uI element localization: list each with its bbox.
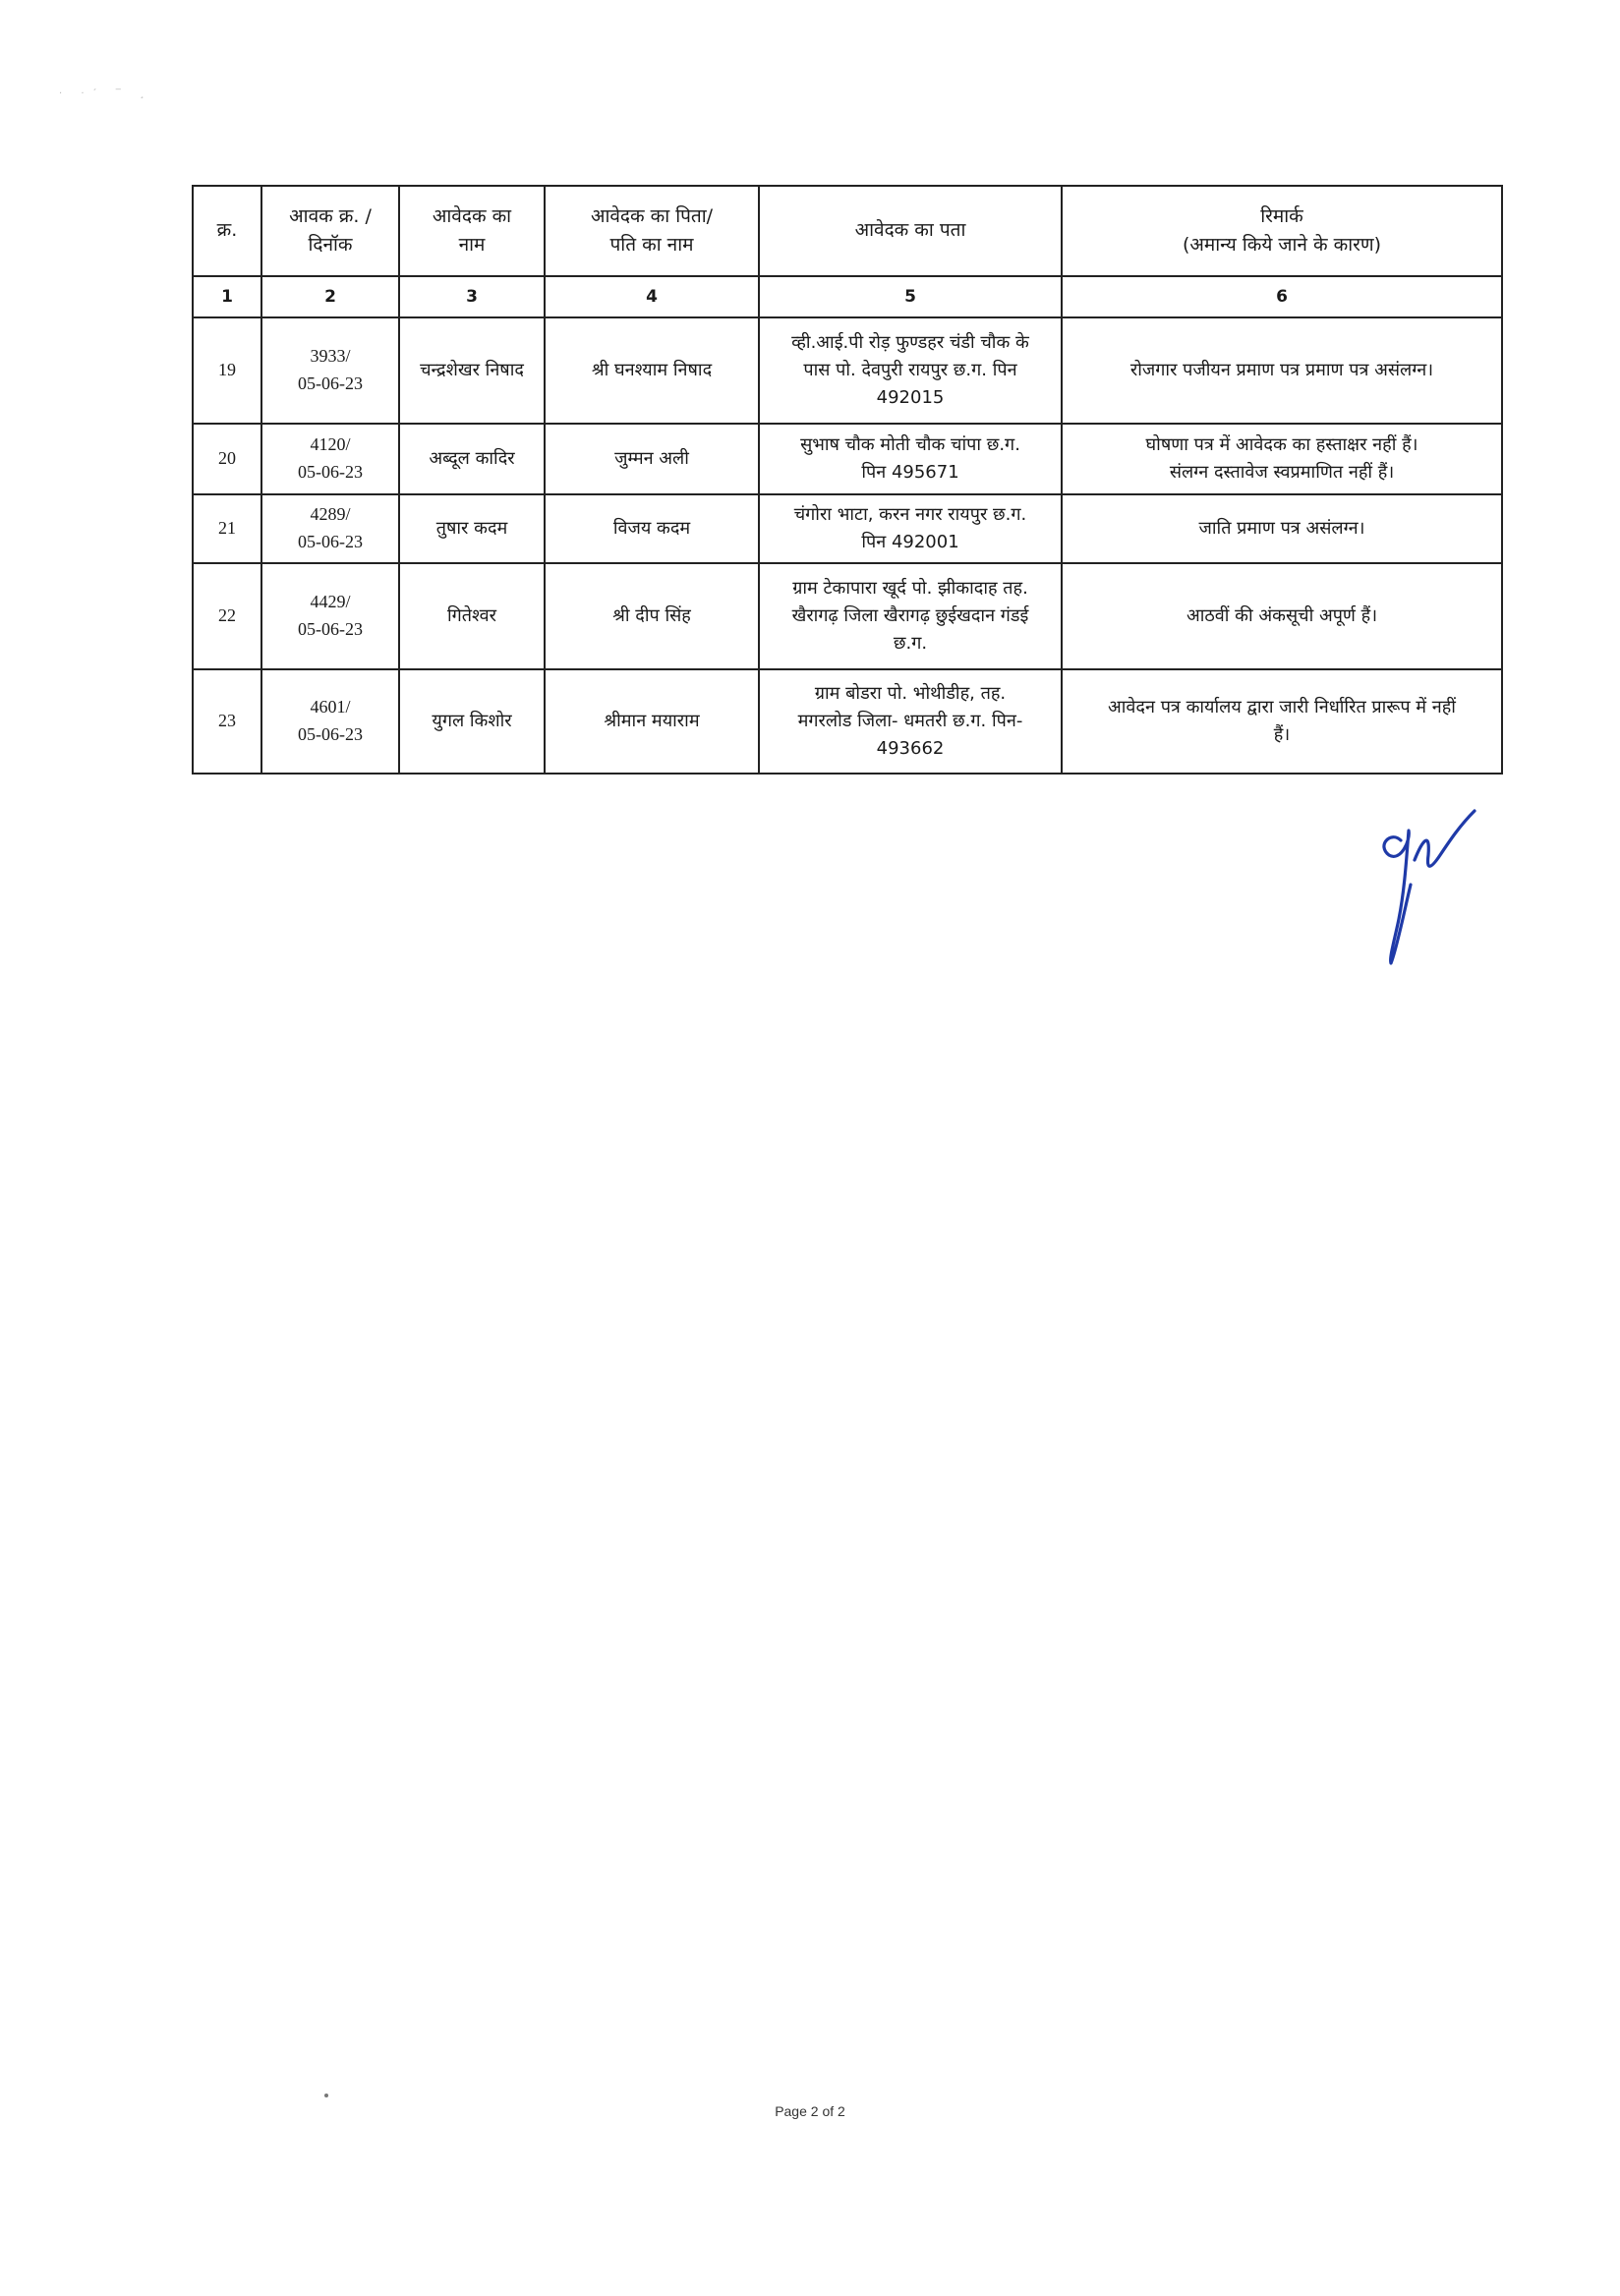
column-number-row (193, 276, 1502, 317)
inward-no-date: 3933/ 05-06-23 (261, 317, 399, 424)
scan-speck (324, 2094, 328, 2097)
table-row (193, 563, 1502, 669)
header-father-husband-name: आवेदक का पिता/ पति का नाम (545, 186, 759, 276)
header-remark: रिमार्क (अमान्य किये जाने के कारण) (1062, 186, 1502, 276)
father-name: श्री दीप सिंह (545, 563, 759, 669)
header-applicant-name: आवेदक का नाम (399, 186, 545, 276)
inward-no-date: 4429/ 05-06-23 (261, 563, 399, 669)
table-row (193, 317, 1502, 424)
father-name: जुम्मन अली (545, 424, 759, 494)
page-number: Page 2 of 2 (775, 2103, 845, 2119)
applicant-address: व्ही.आई.पी रोड़ फुण्डहर चंडी चौक के पास पो. देवपुरी रायपुर छ.ग. पिन 492015 (759, 317, 1062, 424)
rejected-applications-table (192, 185, 1503, 775)
column-number: 3 (399, 276, 545, 317)
handwritten-signature (1371, 801, 1509, 968)
serial-number: 20 (193, 424, 261, 494)
applicant-name: चन्द्रशेखर निषाद (399, 317, 545, 424)
applicant-name: अब्दूल कादिर (399, 424, 545, 494)
applicant-name: गितेश्वर (399, 563, 545, 669)
table-row (193, 494, 1502, 563)
inward-no-date: 4601/ 05-06-23 (261, 669, 399, 774)
father-name: विजय कदम (545, 494, 759, 563)
applicant-name: तुषार कदम (399, 494, 545, 563)
remark: घोषणा पत्र में आवेदक का हस्ताक्षर नहीं हैं। संलग्न दस्तावेज स्वप्रमाणित नहीं हैं। (1062, 424, 1502, 494)
serial-number: 21 (193, 494, 261, 563)
header-serial: क्र. (193, 186, 261, 276)
inward-no-date: 4120/ 05-06-23 (261, 424, 399, 494)
column-number: 4 (545, 276, 759, 317)
remark: जाति प्रमाण पत्र असंलग्न। (1062, 494, 1502, 563)
remark: रोजगार पजीयन प्रमाण पत्र प्रमाण पत्र असंलग्न। (1062, 317, 1502, 424)
serial-number: 22 (193, 563, 261, 669)
applicant-name: युगल किशोर (399, 669, 545, 774)
applicant-address: चंगोरा भाटा, करन नगर रायपुर छ.ग. पिन 492001 (759, 494, 1062, 563)
column-number: 6 (1062, 276, 1502, 317)
remark: आठवीं की अंकसूची अपूर्ण हैं। (1062, 563, 1502, 669)
scan-artifact: · ·´ ‾ ¸ (59, 88, 152, 99)
father-name: श्रीमान मयाराम (545, 669, 759, 774)
column-number: 1 (193, 276, 261, 317)
serial-number: 19 (193, 317, 261, 424)
column-number: 2 (261, 276, 399, 317)
remark: आवेदन पत्र कार्यालय द्वारा जारी निर्धारित प्रारूप में नहीं हैं। (1062, 669, 1502, 774)
applicant-address: सुभाष चौक मोती चौक चांपा छ.ग. पिन 495671 (759, 424, 1062, 494)
header-inward-no-date: आवक क्र. / दिनॉक (261, 186, 399, 276)
applicant-address: ग्राम बोडरा पो. भोथीडीह, तह. मगरलोड जिला- धमतरी छ.ग. पिन- 493662 (759, 669, 1062, 774)
serial-number: 23 (193, 669, 261, 774)
father-name: श्री घनश्याम निषाद (545, 317, 759, 424)
inward-no-date: 4289/ 05-06-23 (261, 494, 399, 563)
applicant-address: ग्राम टेकापारा खूर्द पो. झीकादाह तह. खैरागढ़ जिला खैरागढ़ छुईखदान गंडई छ.ग. (759, 563, 1062, 669)
header-address: आवेदक का पता (759, 186, 1062, 276)
table-header-row (193, 186, 1502, 276)
table-row (193, 424, 1502, 494)
table-row (193, 669, 1502, 774)
column-number: 5 (759, 276, 1062, 317)
